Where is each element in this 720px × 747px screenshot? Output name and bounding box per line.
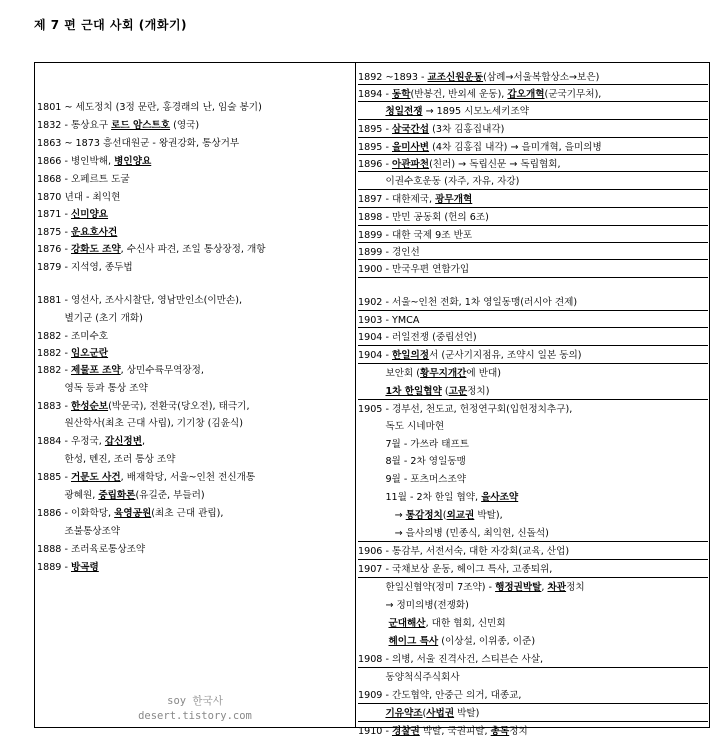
left-entry — [37, 489, 205, 502]
highlighted-term: 황무지개간 — [420, 368, 467, 379]
row-separator — [358, 137, 708, 138]
entry-text: 에 반대) — [466, 368, 501, 379]
highlighted-term: 경찰권 — [391, 726, 420, 737]
entry-text: 1892 ~1893 - — [358, 72, 428, 83]
entry-text: , 상민수륙무역장정, — [120, 365, 204, 376]
entry-text: 1879 - 지석영, 종두법 — [37, 262, 133, 273]
left-entry — [37, 364, 204, 377]
entry-text — [358, 618, 389, 629]
row-separator — [358, 207, 708, 208]
entry-text: (3차 김홍집내각) — [429, 124, 505, 135]
entry-text: 광혜원, — [37, 490, 99, 501]
entry-text: 1904 - — [358, 350, 392, 361]
right-entry — [358, 581, 585, 594]
row-separator — [358, 242, 708, 243]
entry-text: (삼례→서울복합상소→보은) — [483, 72, 600, 83]
left-entry — [37, 312, 143, 325]
left-entry — [37, 173, 130, 186]
right-entry — [358, 71, 599, 84]
highlighted-term: 신미양요 — [70, 209, 109, 220]
highlighted-term: 기유약조 — [385, 708, 423, 719]
right-entry — [358, 175, 519, 188]
entry-text: 1870 년대 - 최익현 — [37, 192, 121, 203]
entry-text: ( — [422, 708, 427, 719]
entry-text: 정치 — [509, 726, 528, 737]
entry-text: ( — [442, 510, 447, 521]
row-separator — [358, 721, 708, 722]
entry-text: 영독 등과 통상 조약 — [37, 383, 148, 394]
row-separator — [358, 399, 708, 400]
highlighted-term: 임오군란 — [70, 348, 109, 359]
entry-text: 1884 - 우정국, — [37, 436, 105, 447]
right-entry — [358, 211, 489, 224]
entry-text: 1868 - 오페르트 도굴 — [37, 174, 130, 185]
highlighted-term: 사법권 — [426, 708, 455, 719]
entry-text: 1895 - — [358, 124, 392, 135]
entry-text: 독도 시네마현 — [358, 421, 445, 432]
left-entry — [37, 417, 243, 430]
highlighted-term: 병인양요 — [114, 156, 152, 167]
highlighted-term: 통감정치 — [405, 510, 443, 521]
right-entry — [358, 420, 444, 433]
row-separator — [358, 189, 708, 190]
watermark-line-1: soy 한국사 — [167, 695, 223, 707]
row-separator — [358, 154, 708, 155]
row-separator — [358, 559, 708, 560]
right-entry — [358, 263, 469, 276]
entry-text: 1876 - — [37, 244, 71, 255]
entry-text: 동양척식주식회사 — [358, 672, 460, 683]
left-entry — [37, 261, 133, 274]
left-entry — [37, 294, 242, 307]
entry-text: 정치) — [467, 386, 490, 397]
entry-text — [358, 386, 385, 397]
highlighted-term: 방곡령 — [70, 562, 99, 573]
right-entry — [358, 296, 577, 309]
highlighted-term: 강화도 조약 — [70, 244, 121, 255]
highlighted-term: 삼국간섭 — [391, 124, 430, 135]
row-separator — [358, 225, 708, 226]
entry-text: 서 (군사기지점유, 조약시 일본 동의) — [429, 350, 582, 361]
right-entry — [358, 229, 472, 242]
right-entry — [358, 707, 479, 720]
entry-text: 박탈) — [454, 708, 480, 719]
highlighted-term: 한일의정 — [391, 350, 430, 361]
right-entry — [358, 367, 501, 380]
entry-text: 1895 - — [358, 142, 392, 153]
row-separator — [358, 277, 708, 278]
entry-text: , — [541, 582, 548, 593]
row-separator — [358, 345, 708, 346]
row-separator — [358, 327, 708, 328]
highlighted-term: 을미사변 — [391, 142, 430, 153]
left-entry — [37, 155, 151, 168]
entry-text: 한일신협약(정미 7조약) - — [358, 582, 496, 593]
entry-text: 1883 - — [37, 401, 71, 412]
entry-text: 1905 - 경부선, 천도교, 헌정연구회(입헌정치추구), — [358, 404, 573, 415]
entry-text: 1896 - — [358, 159, 392, 170]
highlighted-term: 을사조약 — [481, 492, 519, 503]
highlighted-term: 고문 — [448, 386, 468, 397]
right-entry — [358, 331, 477, 344]
entry-text: 1863 ~ 1873 흥선대원군 - 왕권강화, 통상거부 — [37, 138, 240, 149]
entry-text: 1904 - 러일전쟁 (중립선언) — [358, 332, 477, 343]
entry-text: 1881 - 영선사, 조사시찰단, 영남만인소(이만손), — [37, 295, 242, 306]
highlighted-term: 광무개혁 — [435, 194, 473, 205]
row-separator — [358, 84, 708, 85]
highlighted-term: 운요호사건 — [70, 227, 118, 238]
right-entry — [358, 193, 472, 206]
right-entry — [358, 438, 469, 451]
entry-text: 1882 - — [37, 348, 71, 359]
entry-text: 1909 - 간도협약, 안중근 의거, 대종교, — [358, 690, 522, 701]
highlighted-term: 한성순보 — [70, 401, 109, 412]
entry-text — [358, 636, 389, 647]
right-entry — [358, 527, 549, 540]
right-entry — [358, 491, 518, 504]
entry-text: 박탈), — [474, 510, 503, 521]
highlighted-term: 갑오개혁 — [507, 89, 545, 100]
highlighted-term: 1차 한일협약 — [385, 386, 442, 397]
row-separator — [358, 667, 708, 668]
right-entry — [358, 617, 506, 630]
page-title: 제 7 편 근대 사회 (개화기) — [34, 18, 188, 32]
right-entry — [358, 403, 572, 416]
entry-text: (4차 김홍집 내각) → 을미개혁, 을미의병 — [429, 142, 602, 153]
left-entry — [37, 347, 108, 360]
entry-text: 1899 - 경인선 — [358, 247, 420, 258]
right-entry — [358, 349, 582, 362]
entry-text — [358, 106, 385, 117]
highlighted-term: 차관 — [547, 582, 567, 593]
entry-text: → 을사의병 (민종식, 최익현, 신돌석) — [358, 528, 549, 539]
entry-text: 1886 - 이화학당, — [37, 508, 115, 519]
entry-text: 1894 - — [358, 89, 392, 100]
left-entry — [37, 243, 266, 256]
row-separator — [358, 259, 708, 260]
entry-text: 한성, 톈진, 조러 통상 조약 — [37, 454, 176, 465]
entry-text: (최초 근대 관립), — [151, 508, 224, 519]
left-entry — [37, 330, 108, 343]
right-entry — [358, 246, 420, 259]
entry-text: 1889 - — [37, 562, 71, 573]
column-divider — [355, 63, 356, 727]
highlighted-term: 아관파천 — [391, 159, 430, 170]
entry-text: 1900 - 만국우편 연합가입 — [358, 264, 470, 275]
left-entry — [37, 208, 108, 221]
highlighted-term: 교조신원운동 — [427, 72, 484, 83]
entry-text: 정치 — [566, 582, 585, 593]
left-entry — [37, 525, 120, 538]
entry-text: (이상설, 이위종, 이준) — [438, 636, 536, 647]
watermark-line-2: desert.tistory.com — [138, 710, 252, 722]
entry-text: (반봉건, 반외세 운동), — [410, 89, 508, 100]
entry-text: 이권수호운동 (자주, 자유, 자강) — [358, 176, 520, 187]
highlighted-term: 군대해산 — [388, 618, 426, 629]
right-entry — [358, 509, 503, 522]
highlighted-term: 중립화론 — [98, 490, 136, 501]
highlighted-term: 거문도 사건 — [70, 472, 121, 483]
highlighted-term: 행정권박탈 — [495, 582, 542, 593]
entry-text: 7월 - 가쓰라 태프트 — [358, 439, 470, 450]
entry-text: 1801 ~ 세도정치 (3정 문란, 홍경래의 난, 임술 봉기) — [37, 102, 262, 113]
highlighted-term: 제물포 조약 — [70, 365, 121, 376]
left-entry — [37, 561, 99, 574]
entry-text: → 1895 시모노세키조약 — [422, 106, 530, 117]
highlighted-term: 헤이그 특사 — [388, 636, 439, 647]
entry-text — [358, 708, 385, 719]
left-entry — [37, 101, 262, 114]
entry-text: 9월 - 포츠머스조약 — [358, 474, 466, 485]
entry-text: (박문국), 전환국(당오전), 태극기, — [108, 401, 250, 412]
right-entry — [358, 141, 602, 154]
highlighted-term: 총독 — [490, 726, 510, 737]
entry-text: 1882 - 조미수호 — [37, 331, 109, 342]
right-entry — [358, 671, 460, 684]
entry-text: 별기군 (초기 개화) — [37, 313, 143, 324]
entry-text: (유길준, 부들러) — [135, 490, 205, 501]
highlighted-term: 청일전쟁 — [385, 106, 423, 117]
right-entry — [358, 635, 535, 648]
entry-text: 조불통상조약 — [37, 526, 121, 537]
right-entry — [358, 563, 552, 576]
entry-text: 11월 - 2차 한일 협약, — [358, 492, 482, 503]
right-entry — [358, 599, 469, 612]
row-separator — [358, 119, 708, 120]
entry-text: , 배재학당, 서울~인천 전신개통 — [120, 472, 256, 483]
entry-text: 8월 - 2차 영일동맹 — [358, 456, 466, 467]
left-entry — [37, 137, 239, 150]
entry-text: 박탈, 국권피탈, — [419, 726, 491, 737]
right-entry — [358, 105, 529, 118]
entry-text: 1866 - 병인박해, — [37, 156, 115, 167]
right-entry — [358, 725, 528, 738]
left-entry — [37, 400, 250, 413]
entry-text: 1906 - 통감부, 서전서숙, 대한 자강회(교육, 산업) — [358, 546, 570, 557]
right-entry — [358, 158, 561, 171]
right-entry — [358, 473, 466, 486]
highlighted-term: 외교권 — [446, 510, 475, 521]
entry-text: 1910 - — [358, 726, 392, 737]
right-entry — [358, 545, 569, 558]
entry-text: 1903 - YMCA — [358, 315, 420, 326]
entry-text: (군국기무처), — [544, 89, 602, 100]
row-separator — [358, 363, 708, 364]
left-entry — [37, 453, 175, 466]
right-entry — [358, 123, 504, 136]
entry-text: , 대한 협회, 신민회 — [425, 618, 506, 629]
left-entry — [37, 435, 145, 448]
entry-text: 1885 - — [37, 472, 71, 483]
entry-text: (친러) → 독립신문 → 독립협회, — [429, 159, 561, 170]
row-separator — [358, 171, 708, 172]
entry-text: ( — [441, 386, 449, 397]
highlighted-term: 육영공원 — [114, 508, 152, 519]
entry-text: 1888 - 조러육로통상조약 — [37, 544, 146, 555]
right-entry — [358, 455, 466, 468]
right-entry — [358, 88, 601, 101]
entry-text: 1832 - 통상요구 — [37, 120, 112, 131]
left-entry — [37, 471, 255, 484]
left-entry — [37, 119, 199, 132]
entry-text: → — [358, 510, 406, 521]
right-entry — [358, 314, 419, 327]
right-entry — [358, 689, 521, 702]
row-separator — [358, 703, 708, 704]
entry-text: , 수신사 파견, 조일 통상장정, 개항 — [120, 244, 266, 255]
left-entry — [37, 226, 117, 239]
entry-text: 1908 - 의병, 서울 진격사건, 스티븐슨 사살, — [358, 654, 544, 665]
entry-text: 1882 - — [37, 365, 71, 376]
row-separator — [358, 577, 708, 578]
left-entry — [37, 543, 145, 556]
row-separator — [358, 101, 708, 102]
entry-text: 1907 - 국채보상 운동, 헤이그 특사, 고종퇴위, — [358, 564, 553, 575]
right-entry — [358, 385, 489, 398]
entry-text: , — [141, 436, 146, 447]
row-separator — [358, 310, 708, 311]
right-entry — [358, 653, 543, 666]
left-entry — [37, 191, 120, 204]
highlighted-term: 갑신정변 — [104, 436, 142, 447]
row-separator — [358, 541, 708, 542]
entry-text: (영국) — [170, 120, 200, 131]
entry-text: 원산학사(최초 근대 사립), 기기창 (김윤식) — [37, 418, 243, 429]
entry-text: 보안회 ( — [358, 368, 421, 379]
highlighted-term: 동학 — [391, 89, 411, 100]
entry-text: 1899 - 대한 국제 9조 반포 — [358, 230, 473, 241]
entry-text: 1871 - — [37, 209, 71, 220]
entry-text: 1902 - 서울~인천 전화, 1차 영일동맹(러시아 견제) — [358, 297, 578, 308]
left-entry — [37, 507, 223, 520]
entry-text: 1898 - 만민 공동회 (헌의 6조) — [358, 212, 489, 223]
entry-text: 1897 - 대한제국, — [358, 194, 436, 205]
highlighted-term: 로드 암스트호 — [111, 120, 171, 131]
entry-text: 1875 - — [37, 227, 71, 238]
left-entry — [37, 382, 148, 395]
entry-text: → 정미의병(전쟁화) — [358, 600, 469, 611]
timeline-table — [34, 62, 710, 737]
